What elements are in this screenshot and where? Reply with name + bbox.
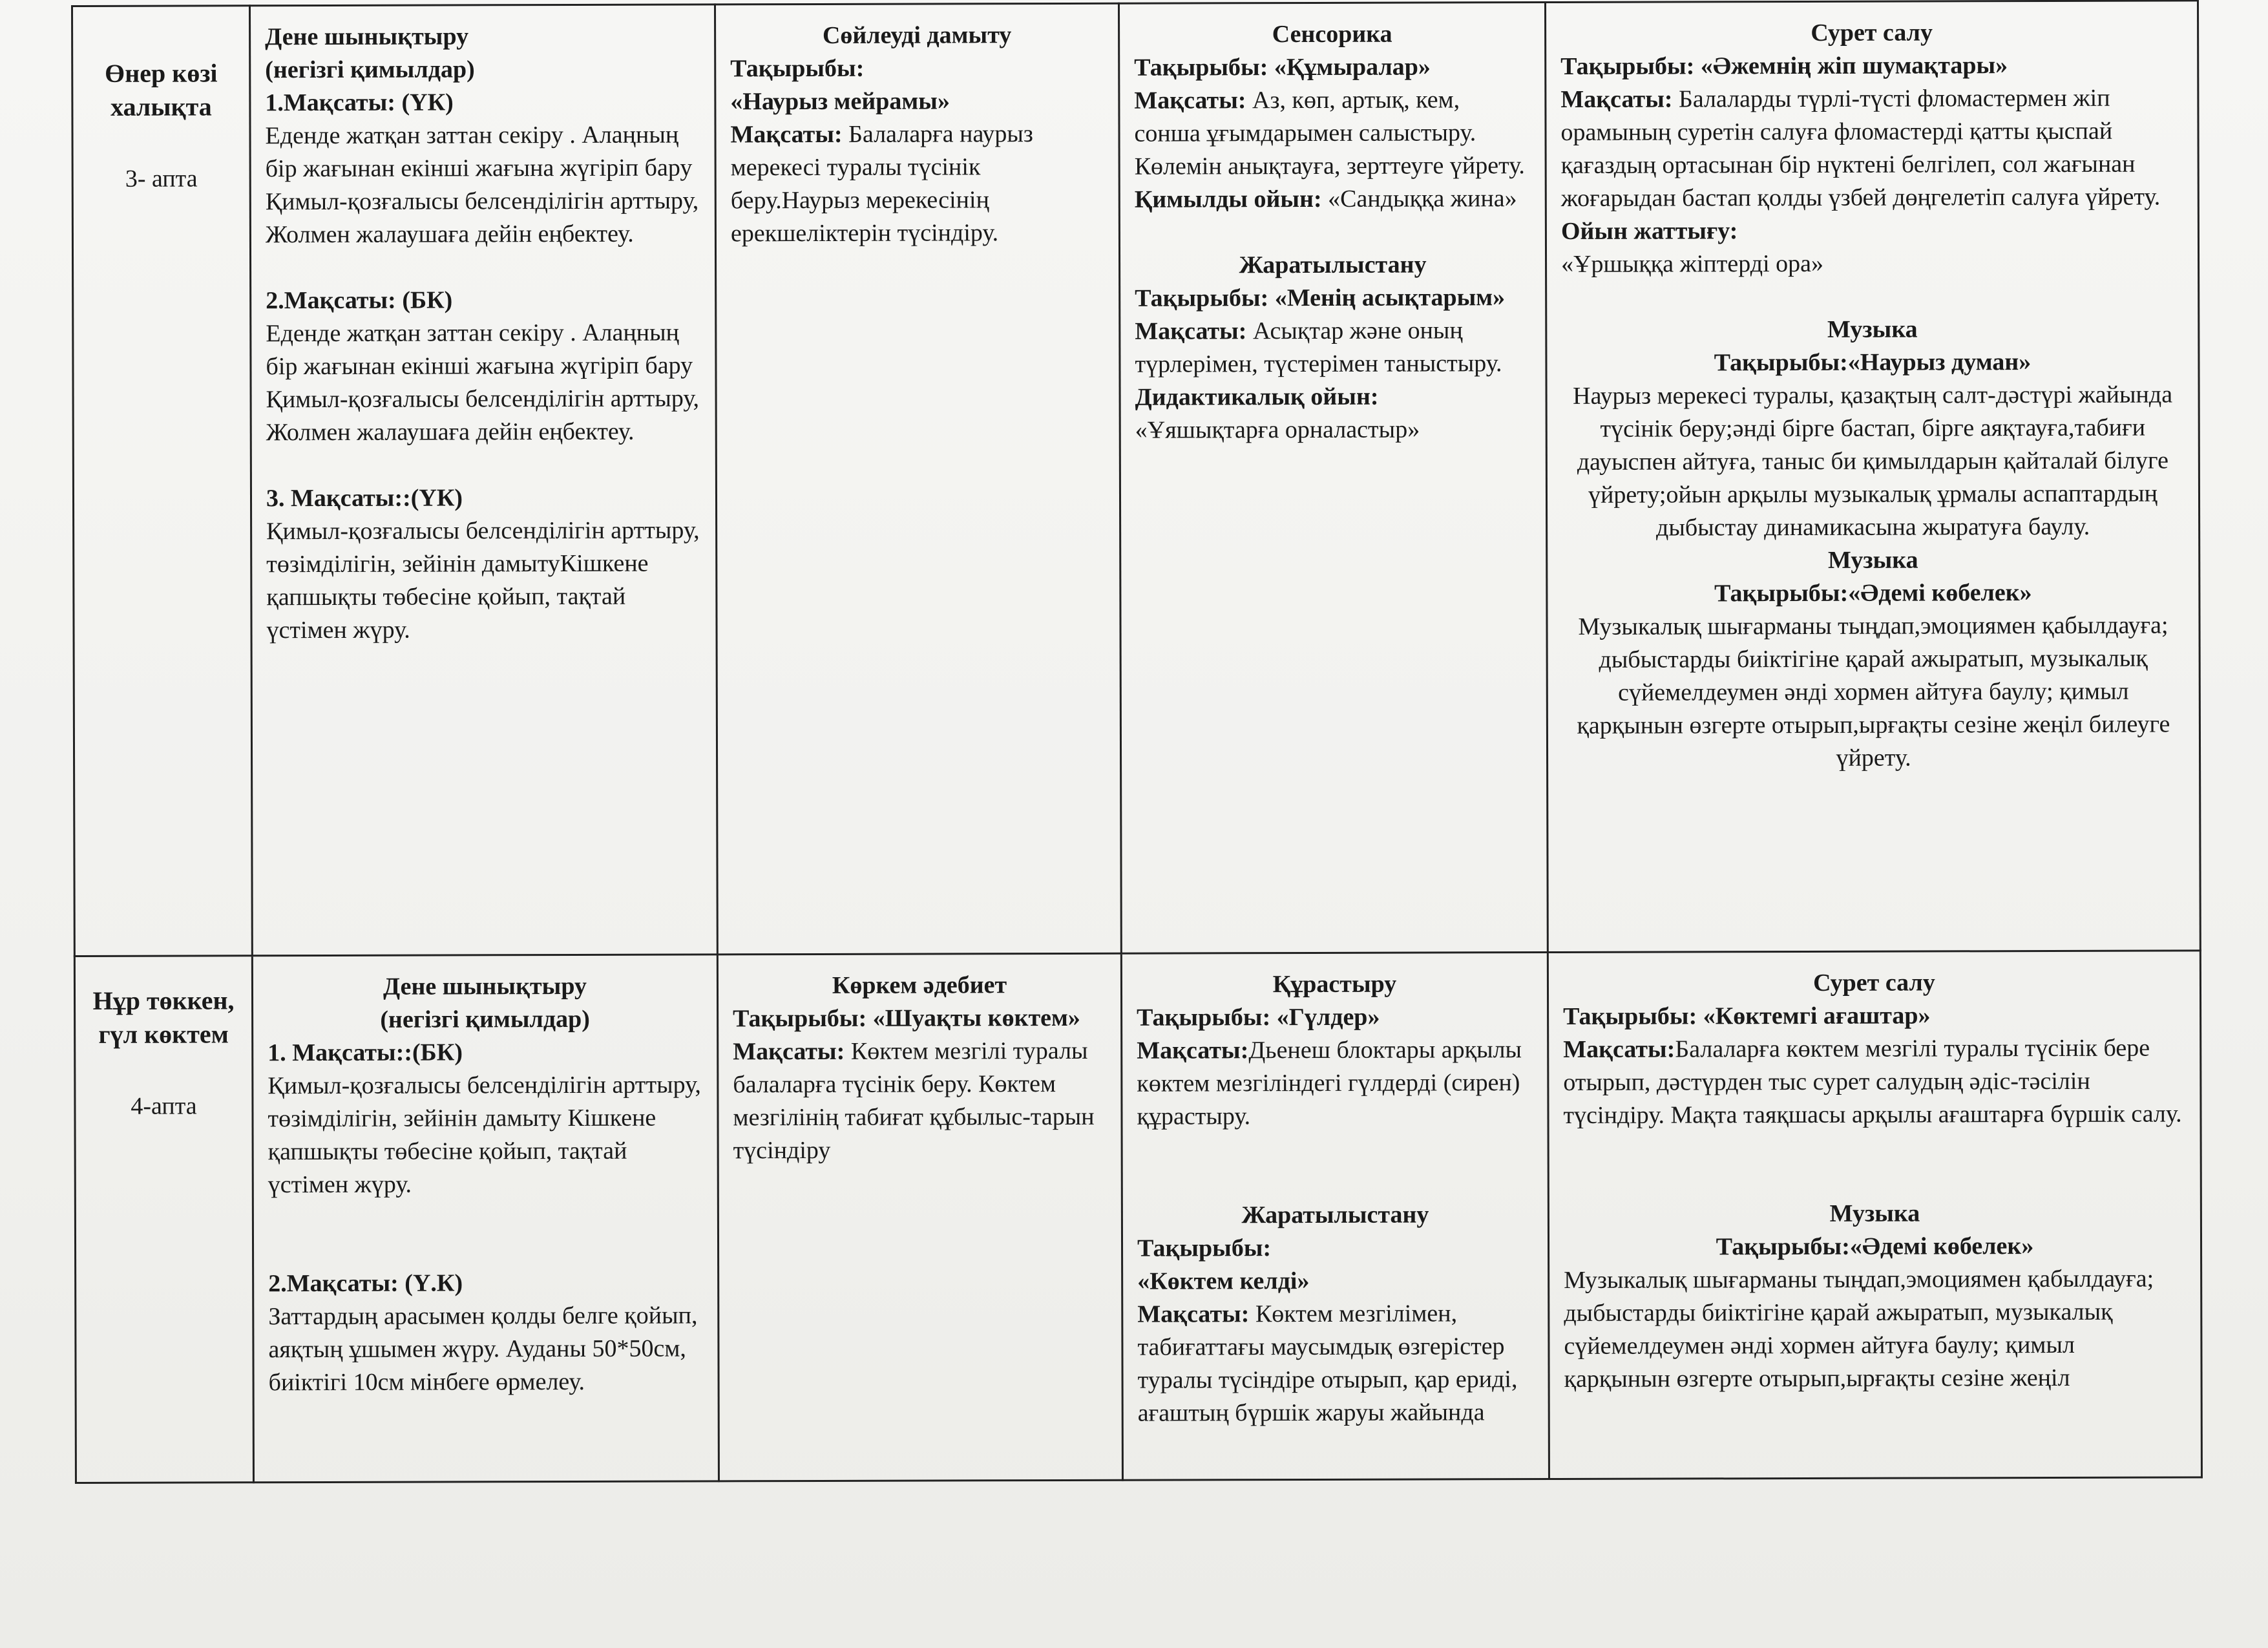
- topic-title: Тақырыбы: «Құмыралар»: [1134, 53, 1431, 81]
- construction-nature-cell: [1121, 953, 1549, 1481]
- goal-text: Балаларға наурыз мерекесі туралы түсінік беру.Наурыз мерекесінің ерекшеліктерін түсіндіру.: [730, 120, 1033, 248]
- goal-text: Балаларға көктем мезгілі туралы түсінік бере отырып, дәстүрден тыс сурет салудың әдіс-тәсілін түсіндіру. Мақта таяқшасы арқылы ағаштарға бүршік салу.: [1563, 1034, 2182, 1129]
- goal-text: Аз, көп, артық, кем, сонша ұғымдарымен салыстыру. Көлемін анықтауға, зерттеуге үйрету.: [1134, 86, 1525, 180]
- goal-paragraph: [733, 1035, 1107, 1168]
- topic-title: Тақырыбы: «Көктемгі ағаштар»: [1563, 1002, 1931, 1030]
- goal-text: Көктем мезгілі туралы балаларға түсінік беру. Көктем мезгілінің табиғат құбылыс-тарын түсіндіру: [733, 1037, 1095, 1165]
- goal-label: Мақсаты:: [733, 1037, 845, 1066]
- subject-title: Жаратылыстану: [1241, 1201, 1429, 1229]
- table-row: [72, 1, 2201, 956]
- speech-development-cell: [715, 3, 1122, 955]
- goal-heading: 1.Мақсаты: (ҮК): [265, 89, 454, 117]
- goal-heading: 2.Мақсаты: (Ү.К): [268, 1269, 463, 1298]
- subject-title: Музыка: [1829, 1199, 1920, 1227]
- exercise-label: Ойын жаттығу:: [1560, 217, 1738, 245]
- subject-title: Құрастыру: [1272, 970, 1397, 998]
- goal-paragraph: [730, 118, 1104, 251]
- subject-title: Сенсорика: [1272, 20, 1392, 48]
- goal-label: Мақсаты:: [1135, 317, 1247, 345]
- topic-title: Тақырыбы:«Әдемі көбелек»: [1716, 1232, 2034, 1261]
- subject-title: Жаратылыстану: [1239, 251, 1427, 279]
- goal-heading: 3. Мақсаты::(ҮК): [266, 484, 463, 512]
- game-paragraph: [1135, 182, 1531, 217]
- drawing-music-cell: [1548, 951, 2201, 1479]
- theme-cell: [72, 6, 253, 956]
- drawing-music-cell: [1545, 1, 2200, 953]
- goal-text: Қимыл-қозғалысы белсенділігін арттыру, төзімділігін, зейінін дамытуКішкене қапшықты төбесіне қойып, тақтай үстімен жүру.: [266, 516, 700, 644]
- goal-label: Мақсаты:: [730, 120, 843, 149]
- topic-title: Тақырыбы: «Әжемнің жіп шумақтары»: [1560, 52, 2008, 80]
- goal-text: Асықтар және оның түрлерімен, түстерімен таныстыру.: [1135, 317, 1502, 378]
- topic-title: Тақырыбы: «Шуақты көктем»: [733, 1004, 1080, 1033]
- sensorics-nature-cell: [1118, 3, 1548, 954]
- topic-title: «Наурыз мейрамы»: [730, 87, 950, 116]
- goal-paragraph: [1563, 1031, 2185, 1132]
- goal-paragraph: [1137, 1033, 1533, 1134]
- topic-label: Тақырыбы:: [730, 54, 865, 83]
- goal-paragraph: [1135, 314, 1531, 381]
- subject-subtitle: (негізгі қимылдар): [380, 1005, 590, 1033]
- goal-paragraph: [1137, 1297, 1534, 1430]
- goal-heading: 1. Мақсаты::(БК): [268, 1039, 463, 1067]
- goal-label: Мақсаты:: [1560, 85, 1673, 113]
- goal-text: Заттардың арасымен қолды белге қойып, аяқтың ұшымен жүру. Ауданы 50*50см, биіктігі 10см мінбеге өрмелеу.: [268, 1302, 698, 1397]
- exercise-text: «Ұршыққа жіптерді ора»: [1561, 249, 1824, 278]
- goal-text: Көктем мезгілімен, табиғаттағы маусымдық өзгерістер туралы түсіндіре отырып, қар ериді, ағаштың бүршік жаруы жайында: [1137, 1300, 1518, 1427]
- game-label: Дидактикалық ойын:: [1135, 383, 1379, 411]
- subject-subtitle: (негізгі қимылдар): [265, 56, 475, 84]
- music-text: Музыкалық шығарманы тыңдап,эмоциямен қабылдауға; дыбыстарды биіктігіне қарай ажыратып, музыкалық сүйемелдеумен әнді хормен айтуға баулу; қимыл қарқынын өзгерте отырып,ырғақты сезіне жеңіл билеуге үйрету.: [1577, 611, 2170, 772]
- subject-title: Музыка: [1827, 546, 1918, 574]
- literature-cell: [717, 953, 1122, 1481]
- goal-label: Мақсаты:: [1137, 1300, 1250, 1328]
- subject-title: Сөйлеуді дамыту: [822, 21, 1012, 49]
- topic-title: Тақырыбы: «Менің асықтарым»: [1135, 284, 1506, 312]
- week-label: 3- апта: [125, 165, 198, 193]
- goal-text: Қимыл-қозғалысы белсенділігін арттыру, төзімділігін, зейінін дамыту Кішкене қапшықты төбесіне қойып, тақтай үстімен жүру.: [268, 1071, 701, 1199]
- game-text: «Ұяшықтарға орналастыр»: [1135, 416, 1420, 444]
- goal-paragraph: [1134, 83, 1530, 184]
- theme-title: Нұр төккен, гүл көктем: [92, 986, 235, 1049]
- theme-title: Өнер көзі халықта: [105, 58, 218, 121]
- topic-title: «Көктем келді»: [1137, 1267, 1310, 1295]
- topic-label: Тақырыбы:: [1137, 1234, 1272, 1262]
- goal-text: Дьенеш блоктары арқылы көктем мезгіліндегі гүлдерді (сирен) құрастыру.: [1137, 1036, 1522, 1130]
- music-text: Наурыз мерекесі туралы, қазақтың салт-дәстүрі жайында түсінік беру;әнді бірге бастап, бірге аяқтауға,табиғи дауыспен айтуға, таныс би қимылдарын қайталай білуге үйрету;ойын арқылы музыкалық ұрмалы аспаптардың дыбыстау динамикасына жыратуға баулу.: [1573, 381, 2173, 542]
- subject-title: Музыка: [1827, 315, 1918, 343]
- game-text: «Сандыққа жина»: [1321, 185, 1517, 213]
- topic-title: Тақырыбы: «Гүлдер»: [1137, 1003, 1380, 1031]
- subject-title: Сурет салу: [1813, 969, 1935, 997]
- topic-title: Тақырыбы:«Наурыз думан»: [1714, 348, 2032, 377]
- goal-text: Еденде жатқан заттан секіру . Алаңның бір жағынан екінші жағына жүгіріп бару Қимыл-қозғалысы белсенділігін арттыру, Жолмен жалаушаға дейін еңбектеу.: [265, 121, 699, 249]
- game-label: Қимылды ойын:: [1134, 185, 1322, 213]
- goal-label: Мақсаты:: [1563, 1035, 1675, 1063]
- goal-heading: 2.Мақсаты: (БК): [266, 286, 453, 315]
- subject-title: Дене шынықтыру: [265, 23, 469, 51]
- music-text: Музыкалық шығарманы тыңдап,эмоциямен қабылдауға; дыбыстарды биіктігіне қарай ажыратып, музыкалық сүйемелдеумен әнді хормен айтуға баулу; қимыл қарқынын өзгерте отырып,ырғақты сезіне жеңіл: [1564, 1265, 2154, 1393]
- topic-title: Тақырыбы:«Әдемі көбелек»: [1714, 579, 2032, 607]
- physical-education-cell: [250, 5, 718, 956]
- goal-text: Балаларды түрлі-түсті фломастермен жіп орамының суретін салуға фломастерді қатты қыспай қағаздың ортасынан бір нүктені белгілеп, сол жағынан жоғарыдан бастап қолды үзбей дөңгелетіп салуға үйрету.: [1560, 84, 2161, 212]
- goal-label: Мақсаты:: [1137, 1037, 1249, 1064]
- week-label: 4-апта: [131, 1092, 197, 1120]
- theme-cell: [74, 956, 253, 1483]
- subject-title: Сурет салу: [1811, 19, 1933, 47]
- subject-title: Дене шынықтыру: [383, 972, 587, 1000]
- goal-label: Мақсаты:: [1134, 87, 1246, 114]
- physical-education-cell: [252, 955, 719, 1483]
- goal-paragraph: [1560, 81, 2183, 215]
- weekly-plan-table: [71, 0, 2203, 1484]
- subject-title: Көркем әдебиет: [832, 971, 1007, 999]
- table-row: [74, 951, 2201, 1483]
- goal-text: Еденде жатқан заттан секіру . Алаңның бір жағынан екінші жағына жүгіріп бару Қимыл-қозғалысы белсенділігін арттыру, Жолмен жалаушаға дейін еңбектеу.: [266, 319, 700, 447]
